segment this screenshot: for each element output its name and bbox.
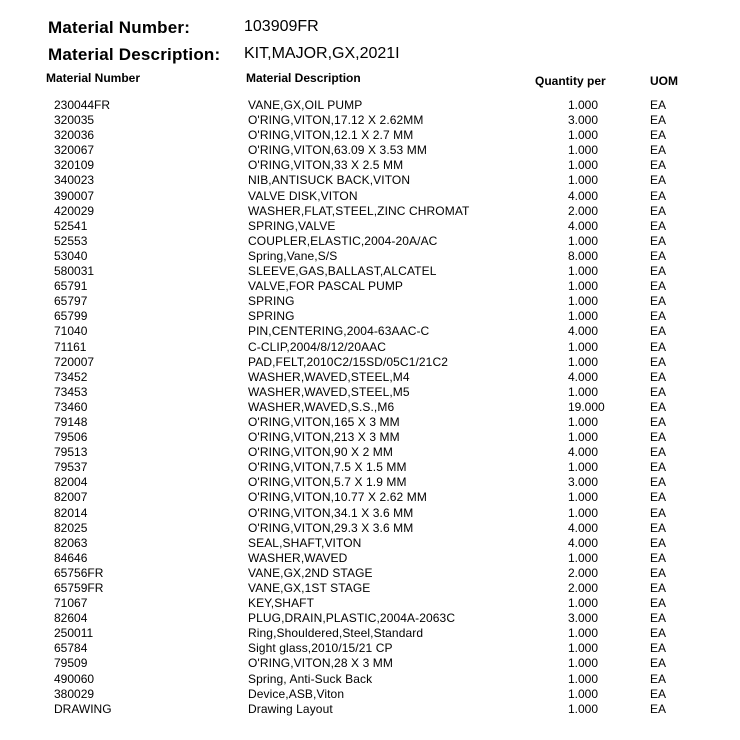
material-number-cell: 79537 (54, 460, 88, 475)
material-number-cell: 65759FR (54, 581, 104, 595)
uom-cell: EA (650, 565, 667, 580)
material-description-cell: VANE,GX,2ND STAGE (248, 565, 373, 580)
table-row (0, 536, 740, 551)
material-description-cell: WASHER,WAVED,STEEL,M4 (248, 369, 410, 384)
uom-cell: EA (650, 98, 667, 112)
uom-cell: EA (650, 264, 667, 279)
uom-cell: EA (650, 369, 667, 384)
quantity-cell: 3.000 (568, 113, 599, 128)
uom-cell: EA (650, 596, 667, 611)
quantity-cell: 1.000 (568, 128, 599, 143)
material-number-cell: 71040 (54, 324, 88, 339)
table-row (0, 596, 740, 611)
material-number-cell: 73452 (54, 369, 88, 384)
table-row (0, 475, 740, 490)
material-number-cell: 65784 (54, 641, 88, 656)
column-header-description: Material Description (246, 71, 361, 85)
uom-cell: EA (650, 294, 667, 309)
material-description-value: KIT,MAJOR,GX,2021I (244, 45, 400, 62)
table-row (0, 702, 740, 717)
quantity-cell: 1.000 (568, 505, 599, 520)
quantity-cell: 1.000 (568, 294, 599, 309)
material-description-cell: SEAL,SHAFT,VITON (248, 535, 362, 550)
uom-cell: EA (650, 399, 667, 414)
column-header-quantity: Quantity per (535, 74, 606, 88)
material-description-cell: O'RING,VITON,34.1 X 3.6 MM (248, 505, 414, 520)
material-number-cell: 79509 (54, 656, 88, 671)
material-description-cell: O'RING,VITON,28 X 3 MM (248, 656, 393, 671)
material-number-cell: 73460 (54, 399, 88, 414)
uom-cell: EA (650, 505, 667, 520)
quantity-cell: 4.000 (568, 188, 599, 203)
quantity-cell: 1.000 (568, 98, 599, 112)
material-description-cell: O'RING,VITON,5.7 X 1.9 MM (248, 475, 407, 490)
material-number-cell: 79148 (54, 414, 88, 429)
quantity-cell: 2.000 (568, 203, 599, 218)
material-description-cell: O'RING,VITON,10.77 X 2.62 MM (248, 490, 427, 505)
material-description-cell: WASHER,WAVED,S.S.,M6 (248, 399, 395, 414)
material-number-cell: 490060 (54, 671, 95, 686)
table-row (0, 430, 740, 445)
quantity-cell: 4.000 (568, 445, 599, 460)
uom-cell: EA (650, 626, 667, 641)
material-description-cell: Device,ASB,Viton (248, 686, 345, 701)
material-number-cell: 82604 (54, 611, 88, 626)
quantity-cell: 4.000 (568, 520, 599, 535)
material-description-cell: O'RING,VITON,63.09 X 3.53 MM (248, 143, 427, 158)
quantity-cell: 1.000 (568, 641, 599, 656)
uom-cell: EA (650, 430, 667, 445)
uom-cell: EA (650, 475, 667, 490)
table-row (0, 249, 740, 264)
quantity-cell: 1.000 (568, 233, 599, 248)
table-row (0, 98, 740, 113)
uom-cell: EA (650, 354, 667, 369)
quantity-cell: 4.000 (568, 369, 599, 384)
uom-cell: EA (650, 173, 667, 188)
material-number-cell: 320035 (54, 113, 95, 128)
material-number-cell: 65797 (54, 294, 88, 309)
material-number-label: Material Number: (48, 18, 191, 37)
material-number-cell: 82004 (54, 475, 88, 490)
quantity-cell: 1.000 (568, 384, 599, 399)
table-row (0, 294, 740, 309)
material-description-cell: O'RING,VITON,7.5 X 1.5 MM (248, 460, 407, 475)
material-number-cell: 250011 (54, 626, 94, 641)
uom-cell: EA (650, 414, 667, 429)
uom-cell: EA (650, 128, 667, 143)
table-row (0, 113, 740, 128)
column-header-uom: UOM (650, 74, 678, 88)
quantity-cell: 8.000 (568, 248, 599, 263)
material-number-cell: 65799 (54, 309, 88, 324)
material-description-label: Material Description: (48, 45, 221, 64)
table-row (0, 460, 740, 475)
material-description-cell: O'RING,VITON,165 X 3 MM (248, 414, 400, 429)
uom-cell: EA (650, 309, 667, 324)
material-description-cell: O'RING,VITON,17.12 X 2.62MM (248, 113, 424, 128)
material-number-cell: 82014 (54, 505, 88, 520)
material-number-cell: 53040 (54, 248, 88, 263)
uom-cell: EA (650, 490, 667, 505)
quantity-cell: 1.000 (568, 596, 599, 611)
material-description-cell: PIN,CENTERING,2004-63AAC-C (248, 324, 430, 339)
table-row (0, 143, 740, 158)
table-row (0, 385, 740, 400)
material-number-cell: 52541 (54, 218, 88, 233)
quantity-cell: 1.000 (568, 656, 599, 671)
table-row (0, 279, 740, 294)
uom-cell: EA (650, 113, 667, 128)
material-number-cell: 65791 (54, 279, 88, 294)
quantity-cell: 4.000 (568, 324, 599, 339)
material-number-cell: 84646 (54, 550, 88, 565)
table-row (0, 445, 740, 460)
material-description-cell: SLEEVE,GAS,BALLAST,ALCATEL (248, 264, 437, 279)
quantity-cell: 3.000 (568, 475, 599, 490)
material-description-cell: NIB,ANTISUCK BACK,VITON (248, 173, 411, 188)
material-description-cell: Drawing Layout (248, 701, 333, 716)
quantity-cell: 1.000 (568, 354, 599, 369)
uom-cell: EA (650, 203, 667, 218)
table-row (0, 521, 740, 536)
table-row (0, 324, 740, 339)
quantity-cell: 1.000 (568, 143, 599, 158)
material-description-cell: VANE,GX,OIL PUMP (248, 98, 363, 112)
uom-cell: EA (650, 641, 667, 656)
material-number-cell: 52553 (54, 233, 88, 248)
material-description-cell: O'RING,VITON,213 X 3 MM (248, 430, 400, 445)
material-description-cell: Sight glass,2010/15/21 CP (248, 641, 393, 656)
table-row (0, 309, 740, 324)
table-row (0, 234, 740, 249)
material-number-cell: 580031 (54, 264, 95, 279)
material-description-cell: VANE,GX,1ST STAGE (248, 581, 371, 595)
uom-cell: EA (650, 535, 667, 550)
table-row (0, 656, 740, 671)
material-description-cell: VALVE,FOR PASCAL PUMP (248, 279, 404, 294)
uom-cell: EA (650, 339, 667, 354)
uom-cell: EA (650, 656, 667, 671)
material-number-value: 103909FR (244, 18, 319, 35)
table-row (0, 158, 740, 173)
material-number-cell: 340023 (54, 173, 95, 188)
uom-cell: EA (650, 445, 667, 460)
table-row (0, 370, 740, 385)
quantity-cell: 4.000 (568, 218, 599, 233)
table-row (0, 506, 740, 521)
uom-cell: EA (650, 384, 667, 399)
quantity-cell: 1.000 (568, 550, 599, 565)
uom-cell: EA (650, 218, 667, 233)
quantity-cell: 3.000 (568, 611, 599, 626)
material-number-cell: 82025 (54, 520, 88, 535)
table-row (0, 400, 740, 415)
material-number-cell: 380029 (54, 686, 95, 701)
uom-cell: EA (650, 611, 667, 626)
quantity-cell: 1.000 (568, 279, 599, 294)
material-description-cell: Ring,Shouldered,Steel,Standard (248, 626, 424, 641)
material-description-cell: WASHER,WAVED,STEEL,M5 (248, 384, 410, 399)
material-number-cell: 82063 (54, 535, 88, 550)
quantity-cell: 2.000 (568, 581, 599, 595)
quantity-cell: 1.000 (568, 309, 599, 324)
uom-cell: EA (650, 550, 667, 565)
quantity-cell: 4.000 (568, 535, 599, 550)
material-description-cell: Spring,Vane,S/S (248, 248, 338, 263)
quantity-cell: 1.000 (568, 173, 599, 188)
material-description-cell: SPRING,VALVE (248, 218, 336, 233)
quantity-cell: 1.000 (568, 686, 599, 701)
uom-cell: EA (650, 520, 667, 535)
material-description-cell: Spring, Anti-Suck Back (248, 671, 373, 686)
quantity-cell: 19.000 (568, 399, 605, 414)
material-number-cell: 73453 (54, 384, 88, 399)
table-row (0, 189, 740, 204)
table-row (0, 204, 740, 219)
material-description-cell: PAD,FELT,2010C2/15SD/05C1/21C2 (248, 354, 448, 369)
material-description-cell: O'RING,VITON,90 X 2 MM (248, 445, 393, 460)
quantity-cell: 1.000 (568, 671, 599, 686)
material-description-cell: O'RING,VITON,29.3 X 3.6 MM (248, 520, 414, 535)
material-description-cell: COUPLER,ELASTIC,2004-20A/AC (248, 233, 438, 248)
material-number-cell: 320036 (54, 128, 95, 143)
quantity-cell: 1.000 (568, 414, 599, 429)
uom-cell: EA (650, 671, 667, 686)
material-description-cell: WASHER,WAVED (248, 550, 348, 565)
uom-cell: EA (650, 143, 667, 158)
table-row (0, 551, 740, 566)
table-row (0, 687, 740, 702)
uom-cell: EA (650, 158, 667, 173)
material-description-cell: VALVE DISK,VITON (248, 188, 358, 203)
quantity-cell: 1.000 (568, 626, 599, 641)
table-row (0, 566, 740, 581)
quantity-cell: 1.000 (568, 460, 599, 475)
table-row (0, 355, 740, 370)
material-number-cell: 71161 (54, 339, 87, 354)
material-number-cell: 79506 (54, 430, 88, 445)
table-row (0, 219, 740, 234)
uom-cell: EA (650, 279, 667, 294)
material-description-cell: WASHER,FLAT,STEEL,ZINC CHROMAT (248, 203, 470, 218)
table-row (0, 173, 740, 188)
material-description-cell: SPRING (248, 309, 295, 324)
quantity-cell: 1.000 (568, 264, 599, 279)
table-row (0, 264, 740, 279)
uom-cell: EA (650, 460, 667, 475)
materials-table (0, 98, 740, 717)
table-row (0, 611, 740, 626)
material-description-cell: C-CLIP,2004/8/12/20AAC (248, 339, 387, 354)
uom-cell: EA (650, 233, 667, 248)
uom-cell: EA (650, 324, 667, 339)
material-number-cell: 320109 (54, 158, 95, 173)
quantity-cell: 1.000 (568, 158, 599, 173)
material-number-cell: 320067 (54, 143, 95, 158)
table-row (0, 490, 740, 505)
column-header-number: Material Number (46, 71, 141, 85)
uom-cell: EA (650, 188, 667, 203)
quantity-cell: 1.000 (568, 430, 599, 445)
table-row (0, 415, 740, 430)
table-row (0, 626, 740, 641)
material-number-cell: 82007 (54, 490, 88, 505)
material-number-cell: 79513 (54, 445, 88, 460)
material-number-cell: DRAWING (54, 701, 112, 716)
uom-cell: EA (650, 686, 667, 701)
material-description-cell: PLUG,DRAIN,PLASTIC,2004A-2063C (248, 611, 456, 626)
material-description-cell: KEY,SHAFT (248, 596, 315, 611)
material-description-cell: O'RING,VITON,12.1 X 2.7 MM (248, 128, 414, 143)
material-number-cell: 720007 (54, 354, 95, 369)
quantity-cell: 2.000 (568, 565, 599, 580)
table-row (0, 672, 740, 687)
table-row (0, 581, 740, 596)
quantity-cell: 1.000 (568, 490, 599, 505)
material-number-cell: 71067 (54, 596, 88, 611)
material-description-cell: SPRING (248, 294, 295, 309)
uom-cell: EA (650, 701, 667, 716)
material-number-cell: 65756FR (54, 565, 104, 580)
table-row (0, 128, 740, 143)
uom-cell: EA (650, 581, 667, 595)
table-row (0, 641, 740, 656)
material-number-cell: 230044FR (54, 98, 111, 112)
material-number-cell: 420029 (54, 203, 95, 218)
quantity-cell: 1.000 (568, 339, 599, 354)
quantity-cell: 1.000 (568, 701, 599, 716)
material-description-cell: O'RING,VITON,33 X 2.5 MM (248, 158, 404, 173)
uom-cell: EA (650, 248, 667, 263)
material-number-cell: 390007 (54, 188, 95, 203)
table-row (0, 340, 740, 355)
